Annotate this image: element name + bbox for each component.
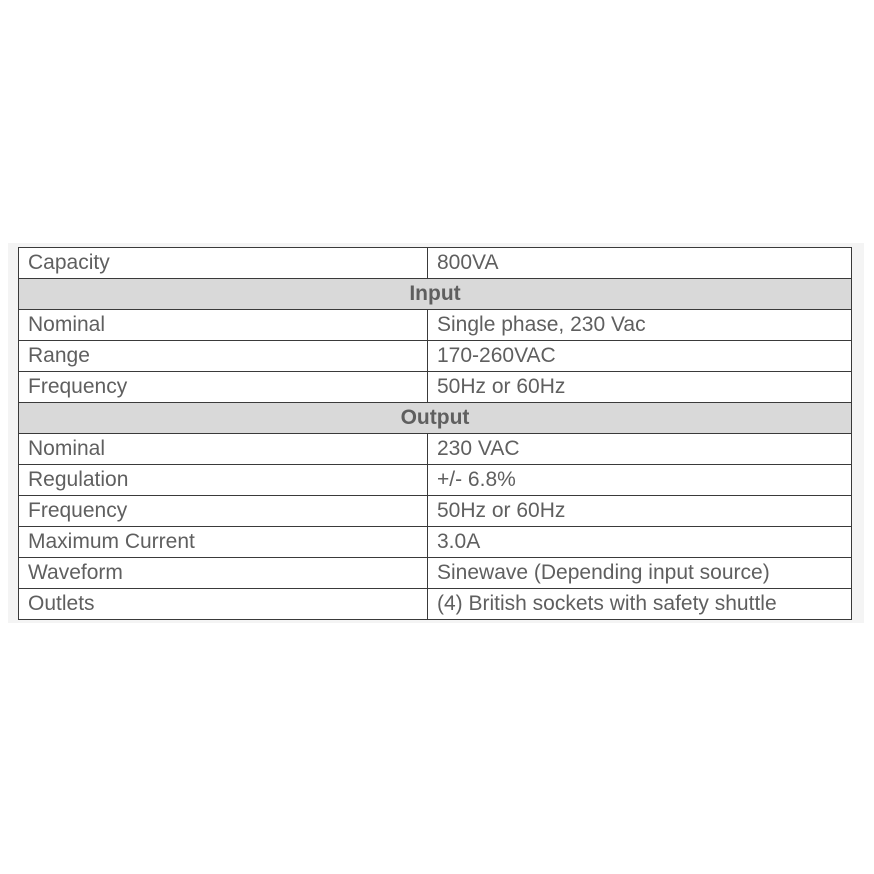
spec-label: Outlets	[19, 589, 428, 620]
spec-label: Frequency	[19, 372, 428, 403]
spec-value: +/- 6.8%	[428, 465, 852, 496]
spec-label: Frequency	[19, 496, 428, 527]
spec-value: Sinewave (Depending input source)	[428, 558, 852, 589]
spec-label: Waveform	[19, 558, 428, 589]
spec-label: Nominal	[19, 434, 428, 465]
spec-row-input-frequency	[19, 372, 852, 403]
section-header-input	[19, 279, 852, 310]
spec-row-maximum-current	[19, 527, 852, 558]
spec-value: (4) British sockets with safety shuttle	[428, 589, 852, 620]
spec-label: Regulation	[19, 465, 428, 496]
spec-label: Range	[19, 341, 428, 372]
spec-row-waveform	[19, 558, 852, 589]
spec-value: 50Hz or 60Hz	[428, 496, 852, 527]
spec-row-outlets	[19, 589, 852, 620]
specifications-table	[18, 247, 852, 620]
spec-value: 3.0A	[428, 527, 852, 558]
spec-value: Single phase, 230 Vac	[428, 310, 852, 341]
section-title: Output	[19, 403, 852, 434]
section-header-output	[19, 403, 852, 434]
spec-row-output-frequency	[19, 496, 852, 527]
spec-label: Maximum Current	[19, 527, 428, 558]
spec-row-output-nominal	[19, 434, 852, 465]
spec-value: 50Hz or 60Hz	[428, 372, 852, 403]
spec-label: Capacity	[19, 248, 428, 279]
spec-row-capacity	[19, 248, 852, 279]
section-title: Input	[19, 279, 852, 310]
spec-value: 170-260VAC	[428, 341, 852, 372]
spec-row-input-nominal	[19, 310, 852, 341]
spec-row-regulation	[19, 465, 852, 496]
spec-label: Nominal	[19, 310, 428, 341]
spec-row-input-range	[19, 341, 852, 372]
spec-value: 230 VAC	[428, 434, 852, 465]
spec-value: 800VA	[428, 248, 852, 279]
